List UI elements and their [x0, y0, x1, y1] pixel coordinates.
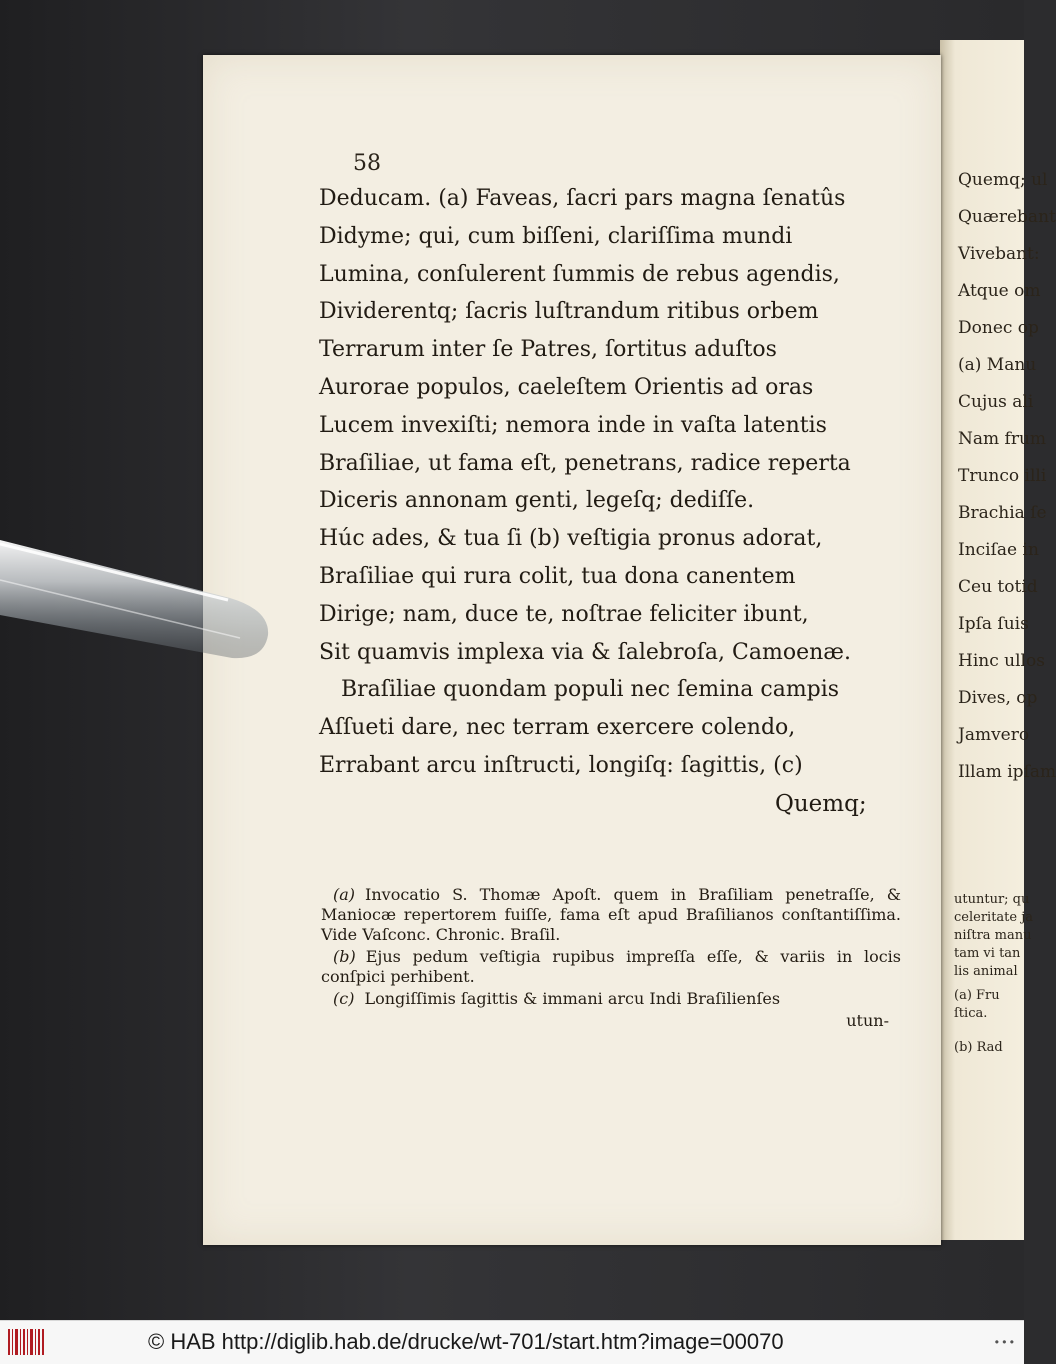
facing-text: Cujus ali: [958, 392, 1034, 412]
facing-text: Dives, op: [958, 688, 1038, 708]
poem-line: Húc ades, & tua ſi (b) veſtigia pronus adorat,: [319, 526, 823, 552]
facing-note: celeritate ja: [954, 910, 1034, 925]
facing-text: Atque om: [958, 281, 1041, 301]
poem-line: Diceris annonam genti, legeſq; dediſſe.: [319, 488, 755, 514]
facing-text: Hinc ullos: [958, 651, 1045, 671]
footnote: [321, 885, 901, 945]
poem-line: Dividerentq; ſacris luſtrandum ritibus orbem: [319, 299, 819, 325]
poem-line: Dirige; nam, duce te, noſtrae feliciter ibunt,: [319, 601, 809, 627]
footnote-mark: (a): [333, 885, 356, 904]
footnote-catchword: utun-: [846, 1011, 889, 1030]
poem-line: Braſiliae, ut fama eſt, penetrans, radice reperta: [319, 450, 851, 476]
footnote-mark: (b): [333, 947, 356, 966]
copyright-link[interactable]: © HAB http://diglib.hab.de/drucke/wt-701/start.htm?image=00070: [148, 1329, 784, 1354]
poem-line: Deducam. (a) Faveas, ſacri pars magna ſenatûs: [319, 186, 846, 211]
facing-note: niſtra manu: [954, 928, 1032, 943]
scanner-clamp-bar: [0, 520, 290, 670]
poem-line: Braſiliae qui rura colit, tua dona canentem: [319, 563, 796, 589]
facing-note: (b) Rad: [954, 1040, 1003, 1055]
footer-dots: • • •: [994, 1335, 1014, 1349]
poem-line: Braſiliae quondam populi nec ſemina campis: [341, 677, 840, 703]
poem-line: Lucem invexiſti; nemora inde in vaſta latentis: [319, 412, 827, 438]
facing-text: (a) Manu: [958, 355, 1037, 375]
footnotes: [321, 885, 901, 1031]
facing-note: ſtica.: [954, 1006, 988, 1021]
poem-line: Terrarum inter ſe Patres, ſortitus aduſtos: [319, 337, 777, 363]
barcode-icon: [8, 1329, 44, 1355]
facing-note: (a) Fru: [954, 988, 1000, 1003]
facing-text: Nam frum: [958, 429, 1047, 449]
facing-text: Illam ipſam: [958, 762, 1056, 782]
poem-line: Errabant arcu inſtructi, longiſq: ſagittis, (c): [319, 752, 803, 778]
poem-line: Aſſueti dare, nec terram exercere colendo,: [319, 715, 796, 741]
footnote-mark: (c): [333, 989, 355, 1008]
facing-text: Trunco illi: [958, 466, 1047, 486]
footnote: [321, 947, 901, 987]
footnote: [321, 989, 901, 1009]
facing-text: Ipſa ſuis: [958, 614, 1029, 634]
facing-text: Quemq; ul: [958, 170, 1048, 190]
footnote-text: Ejus pedum veſtigia rupibus impreſſa eſſe, & variis in locis conſpici perhibent.: [321, 947, 901, 986]
facing-note: utuntur; qu: [954, 892, 1030, 907]
facing-text: Inciſae in: [958, 540, 1039, 560]
facing-text: Jamvero: [958, 725, 1030, 745]
facing-text: Ceu totid: [958, 577, 1038, 597]
facing-page: [940, 40, 1056, 1240]
footer-bar: [0, 1320, 1024, 1364]
poem-line: Lumina, conſulerent ſummis de rebus agendis,: [319, 261, 840, 287]
footnote-text: Invocatio S. Thomæ Apoſt. quem in Braſiliam penetraſſe, & Maniocæ repertorem fuiſſe, fama eſt apud Braſilianos conſtantiſſima. Vide Vaſconc. Chronic. Braſil.: [321, 885, 901, 944]
poem-line: Aurorae populos, caeleſtem Orientis ad oras: [319, 374, 814, 400]
facing-note: lis animal: [954, 964, 1018, 979]
facing-text: Brachia ſe: [958, 503, 1047, 523]
poem-line: Didyme; qui, cum biſſeni, clariſſima mundi: [319, 223, 793, 249]
footnote-text: Longiſſimis ſagittis & immani arcu Indi Braſilienſes: [364, 989, 781, 1008]
facing-note: tam vi tan: [954, 946, 1021, 961]
catchword: Quemq;: [775, 791, 867, 817]
poem-line: Sit quamvis implexa via & ſalebroſa, Camoenæ.: [319, 639, 851, 665]
book-page: [203, 55, 941, 1245]
page-number: 58: [353, 151, 381, 176]
facing-text: Vivebant:: [958, 244, 1040, 264]
poem-text: [319, 180, 879, 785]
facing-text: Donec op: [958, 318, 1039, 338]
facing-text: Quærebant: [958, 207, 1056, 227]
